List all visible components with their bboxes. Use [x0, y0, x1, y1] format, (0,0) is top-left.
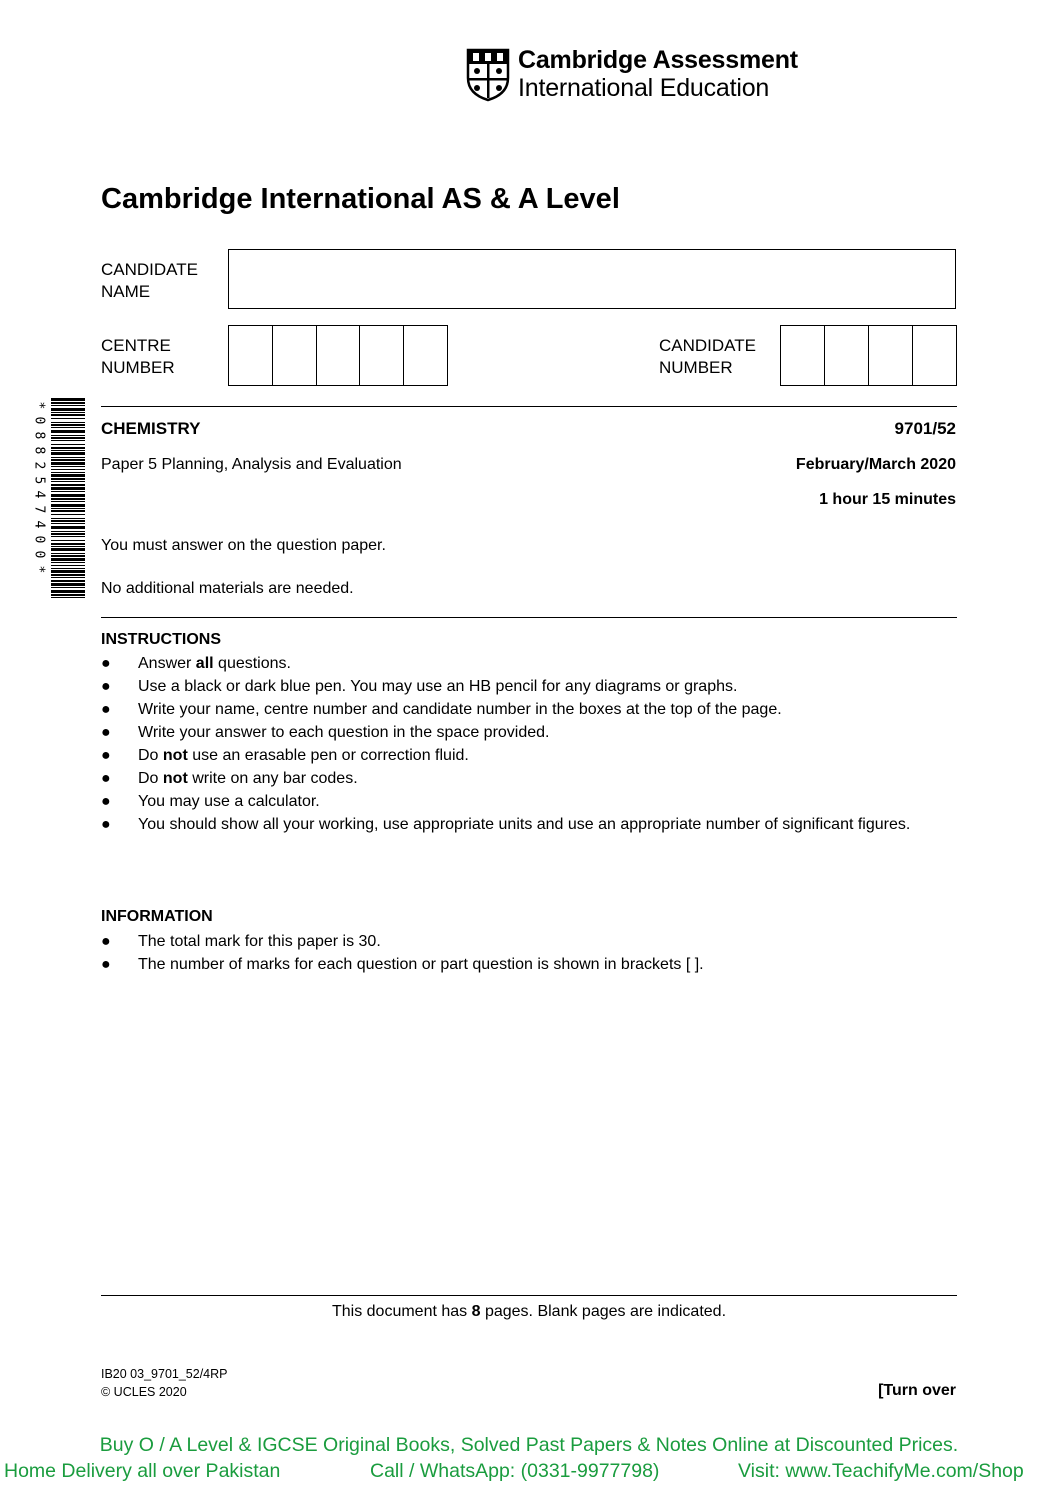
digit-box[interactable]: [273, 326, 317, 385]
digit-box[interactable]: [404, 326, 447, 385]
candidate-number-boxes[interactable]: [780, 325, 957, 386]
information-heading: INFORMATION: [101, 908, 213, 925]
instructions-heading: INSTRUCTIONS: [101, 631, 221, 648]
bullet-icon: ●: [101, 793, 111, 810]
centre-number-label: CENTRE NUMBER: [101, 336, 175, 377]
centre-number-boxes[interactable]: [228, 325, 448, 386]
list-item: ● Answer all questions.: [101, 652, 961, 675]
candidate-number-label: CANDIDATE NUMBER: [659, 336, 756, 377]
digit-box[interactable]: [781, 326, 825, 385]
bullet-icon: ●: [101, 724, 111, 741]
logo-line-2: International Education: [518, 74, 770, 102]
crest-icon: [466, 48, 510, 102]
syllabus-code: 9701/52: [894, 419, 956, 438]
paper-title: Paper 5 Planning, Analysis and Evaluation: [101, 456, 402, 473]
divider: [101, 617, 957, 618]
digit-box[interactable]: [913, 326, 956, 385]
list-item: ● Do not use an erasable pen or correction fluid.: [101, 744, 961, 767]
candidate-name-label: CANDIDATE NAME: [101, 260, 198, 301]
reference-code: IB20 03_9701_52/4RP: [101, 1367, 228, 1381]
list-item: ● Write your answer to each question in the space provided.: [101, 721, 961, 744]
list-item: ● The total mark for this paper is 30.: [101, 930, 961, 953]
bullet-icon: ●: [101, 816, 111, 833]
candidate-name-box[interactable]: [228, 249, 956, 309]
promo-delivery: Home Delivery all over Pakistan: [4, 1460, 281, 1482]
list-item: ● You may use a calculator.: [101, 790, 961, 813]
logo-line-1: Cambridge Assessment: [518, 46, 798, 74]
list-item: ● Use a black or dark blue pen. You may use an HB pencil for any diagrams or graphs.: [101, 675, 961, 698]
digit-box[interactable]: [825, 326, 869, 385]
digit-box[interactable]: [360, 326, 404, 385]
promo-line-1: Buy O / A Level & IGCSE Original Books, Solved Past Papers & Notes Online at Discounted Prices.: [99, 1434, 959, 1456]
list-item: ● You should show all your working, use appropriate units and use an appropriate number of significant figures.: [101, 813, 961, 836]
bullet-icon: ●: [101, 956, 111, 973]
promo-phone[interactable]: Call / WhatsApp: (0331-9977798): [370, 1460, 660, 1482]
reference-block: [101, 1365, 228, 1401]
digit-box[interactable]: [869, 326, 913, 385]
barcode-icon: [51, 398, 85, 598]
bullet-icon: ●: [101, 747, 111, 764]
exam-session: February/March 2020: [795, 456, 956, 473]
barcode-digits: * 0 8 8 2 5 4 7 4 0 0 *: [31, 401, 47, 574]
bullet-icon: ●: [101, 933, 111, 950]
bullet-icon: ●: [101, 678, 111, 695]
copyright: © UCLES 2020: [101, 1385, 187, 1399]
bullet-icon: ●: [101, 655, 111, 672]
digit-box[interactable]: [229, 326, 273, 385]
turn-over: [Turn over: [878, 1382, 956, 1399]
page-count-note: This document has 8 pages. Blank pages are indicated.: [331, 1303, 727, 1320]
digit-box[interactable]: [317, 326, 361, 385]
divider: [101, 1295, 957, 1296]
list-item: ● Write your name, centre number and candidate number in the boxes at the top of the page.: [101, 698, 961, 721]
materials-note: No additional materials are needed.: [101, 580, 354, 597]
instructions-list: [101, 652, 961, 836]
divider: [101, 406, 957, 407]
promo-website-link[interactable]: Visit: www.TeachifyMe.com/Shop: [738, 1460, 1024, 1482]
exam-duration: 1 hour 15 minutes: [819, 491, 956, 508]
list-item: ● Do not write on any bar codes.: [101, 767, 961, 790]
bullet-icon: ●: [101, 701, 111, 718]
bullet-icon: ●: [101, 770, 111, 787]
answer-note: You must answer on the question paper.: [101, 537, 386, 554]
qualification-title: Cambridge International AS & A Level: [101, 183, 620, 215]
subject: CHEMISTRY: [101, 419, 201, 438]
information-list: [101, 930, 961, 976]
list-item: ● The number of marks for each question or part question is shown in brackets [ ].: [101, 953, 961, 976]
